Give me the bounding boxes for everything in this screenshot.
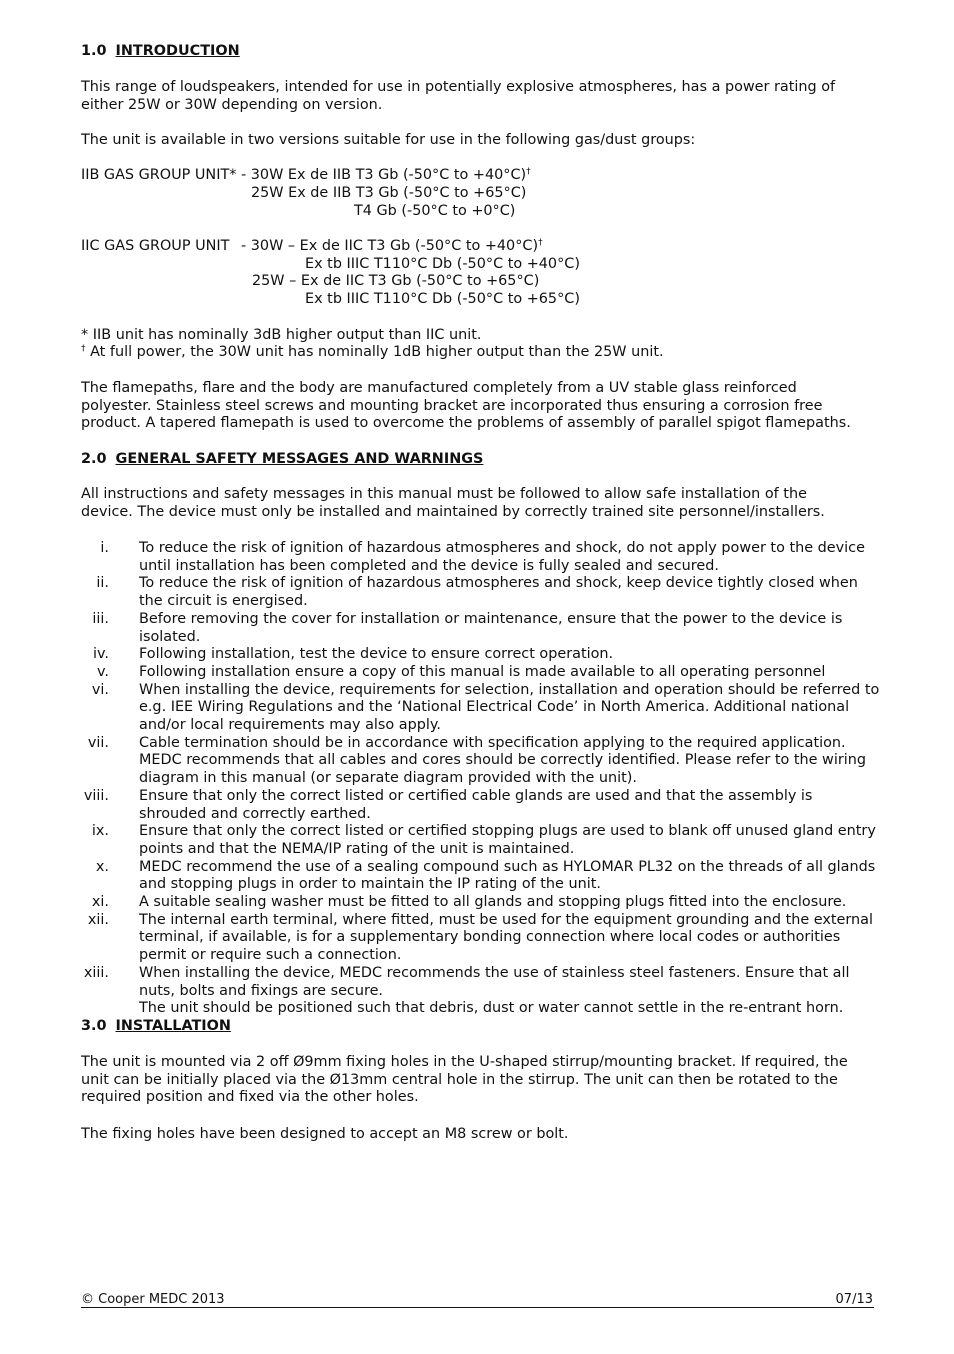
iib-rating-line-1 [241, 167, 531, 185]
footer-date: 07/13 [835, 1292, 873, 1307]
footnote-1: * IIB unit has nominally 3dB higher output than IIC unit. [81, 327, 482, 343]
list-item [81, 540, 881, 575]
item-numeral: ix. [91, 823, 109, 840]
item-text: Following installation, test the device to ensure correct operation. [139, 646, 614, 663]
item-text: MEDC recommend the use of a sealing compound such as HYLOMAR PL32 on the threads of all glands and stopping plugs in order to maintain the IP rating of the unit. [139, 858, 876, 893]
list-item [81, 788, 881, 823]
section-title: INTRODUCTION [115, 43, 240, 59]
item-numeral: xii. [87, 911, 109, 928]
item-text: To reduce the risk of ignition of hazardous atmospheres and shock, keep device tightly closed when the circuit is energised. [139, 575, 858, 610]
item-text: Following installation ensure a copy of this manual is made available to all operating personnel [139, 663, 826, 680]
dagger-mark: † [526, 167, 531, 177]
iic-rating-line-1 [241, 238, 543, 256]
installation-paragraph-1: The unit is mounted via 2 off Ø9mm fixing holes in the U-shaped stirrup/mounting bracket. If required, the unit can be initially placed via the Ø13mm central hole in the stirrup. The unit can then be rotated to the required position and fixed via the other holes. [81, 1054, 848, 1106]
iib-rating-line-3: T4 Gb (-50°C to +0°C) [354, 203, 516, 219]
list-item [81, 894, 881, 912]
item-text: The unit should be positioned such that debris, dust or water cannot settle in the re-entrant horn. [139, 1000, 844, 1017]
item-text: Ensure that only the correct listed or certified cable glands are used and that the assembly is shrouded and correctly earthed. [139, 787, 813, 822]
item-numeral: vi. [91, 681, 109, 698]
item-text: Ensure that only the correct listed or certified stopping plugs are used to blank off unused gland entry points and that the NEMA/IP rating of the unit is maintained. [139, 823, 876, 857]
installation-paragraph-2: The fixing holes have been designed to accept an M8 screw or bolt. [81, 1126, 569, 1142]
item-text: To reduce the risk of ignition of hazardous atmospheres and shock, do not apply power to the device until installation has been completed and the device is fully sealed and secured. [139, 540, 865, 574]
list-item [81, 735, 881, 788]
list-item [81, 912, 881, 965]
item-numeral: iv. [93, 646, 109, 663]
safety-list [81, 540, 881, 1018]
list-item [81, 611, 881, 646]
list-item [81, 859, 881, 894]
item-numeral: xiii. [83, 964, 109, 981]
list-item [81, 965, 881, 1000]
item-text: A suitable sealing washer must be fitted to all glands and stopping plugs fitted into the enclosure. [139, 894, 847, 911]
footnote-2-text: At full power, the 30W unit has nominally 1dB higher output than the 25W unit. [85, 344, 664, 360]
iic-rating-line-4: Ex tb IIIC T110°C Db (-50°C to +65°C) [305, 291, 580, 307]
item-text: When installing the device, MEDC recommends the use of stainless steel fasteners. Ensure that all nuts, bolts and fixings are secure. [139, 964, 850, 999]
footnote-2 [81, 344, 664, 362]
item-text: The internal earth terminal, where fitted, must be used for the equipment grounding and the external terminal, if available, is for a supplementary bonding connection where local codes or authorities permit or require such a connection. [139, 911, 873, 964]
iib-rating-line-2: 25W Ex de IIB T3 Gb (-50°C to +65°C) [251, 185, 527, 201]
intro-paragraph-2: The unit is available in two versions suitable for use in the following gas/dust groups: [81, 132, 696, 148]
item-text: When installing the device, requirements for selection, installation and operation should be referred to e.g. IEE Wiring Regulations and the ‘National Electrical Code’ in North America. Additional national and/or local requirements may also apply. [139, 681, 880, 734]
section-1-heading [81, 43, 240, 61]
iic-rating-text: - 30W – Ex de IIC T3 Gb (-50°C to +40°C) [241, 238, 539, 254]
item-numeral: ii. [96, 575, 109, 592]
footer-rule [81, 1307, 874, 1308]
list-item [81, 682, 881, 735]
item-text: Cable termination should be in accordance with specification applying to the required application. MEDC recommends that all cables and cores should be correctly identified. Please refer to the wiring diagram in this manual (or separate diagram provided with the unit). [139, 734, 866, 787]
section-title: GENERAL SAFETY MESSAGES AND WARNINGS [115, 451, 484, 467]
item-numeral: i. [100, 540, 109, 556]
intro-paragraph-3: The flamepaths, flare and the body are manufactured completely from a UV stable glass reinforced polyester. Stainless steel screws and mounting bracket are incorporated thus ensuring a corrosion free product. A tapered flamepath is used to overcome the problems of assembly of parallel spigot flamepaths. [81, 380, 851, 432]
iib-group-label: IIB GAS GROUP UNIT* [81, 167, 237, 183]
section-title: INSTALLATION [115, 1018, 231, 1034]
section-2-heading [81, 451, 483, 469]
item-numeral: iii. [92, 610, 109, 627]
item-numeral: viii. [83, 787, 109, 804]
safety-paragraph: All instructions and safety messages in this manual must be followed to allow safe installation of the device. The device must only be installed and maintained by correctly trained site personnel/installers. [81, 486, 825, 520]
list-item [81, 1000, 881, 1018]
footer-copyright: © Cooper MEDC 2013 [81, 1292, 225, 1307]
iib-rating-text: - 30W Ex de IIB T3 Gb (-50°C to +40°C) [241, 167, 527, 183]
section-number: 2.0 [81, 451, 107, 467]
iic-group-label: IIC GAS GROUP UNIT [81, 238, 230, 254]
section-number: 3.0 [81, 1018, 107, 1034]
intro-paragraph-1: This range of loudspeakers, intended for use in potentially explosive atmospheres, has a power rating of either 25W or 30W depending on version. [81, 79, 836, 113]
section-3-heading [81, 1018, 231, 1036]
dagger-mark: † [538, 238, 543, 248]
iic-rating-line-2: Ex tb IIIC T110°C Db (-50°C to +40°C) [305, 256, 580, 272]
section-number: 1.0 [81, 43, 107, 59]
item-numeral: vii. [87, 734, 109, 751]
item-text: Before removing the cover for installation or maintenance, ensure that the power to the device is isolated. [139, 610, 843, 645]
list-item [81, 664, 881, 682]
item-numeral: x. [95, 858, 109, 875]
list-item [81, 823, 881, 858]
list-item [81, 646, 881, 664]
item-numeral: v. [97, 663, 109, 680]
list-item [81, 575, 881, 610]
dagger-mark: † [81, 344, 86, 354]
item-numeral: xi. [91, 894, 109, 911]
iic-rating-line-3: 25W – Ex de IIC T3 Gb (-50°C to +65°C) [252, 273, 540, 289]
